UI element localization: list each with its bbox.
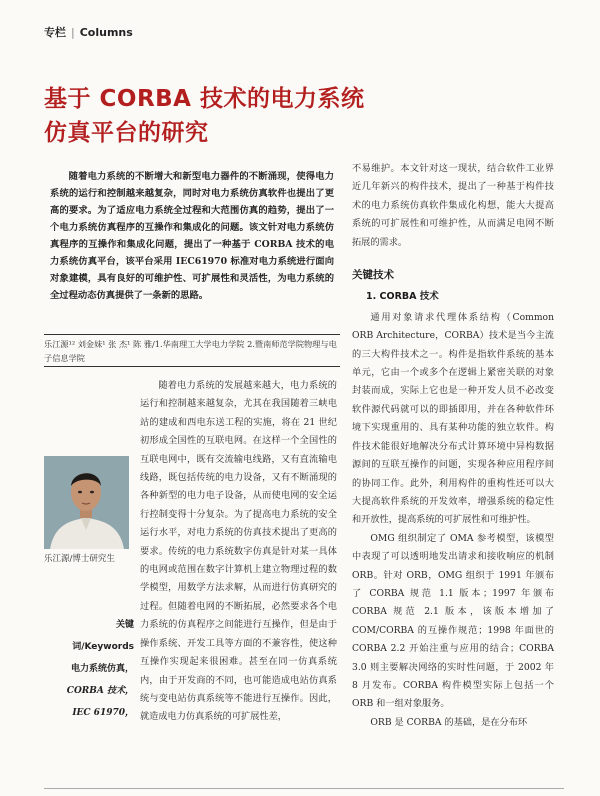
keywords-block — [58, 614, 134, 724]
body-column-middle — [140, 377, 337, 727]
section-tag — [44, 24, 133, 40]
affiliation-rule — [44, 366, 340, 367]
title-line-1: 基于 CORBA 技术的电力系统 — [44, 86, 365, 112]
body-paragraph: 随着电力系统的发展越来越大，电力系统的运行和控制越来越复杂，尤其在我国随着三峡电站的建成和西电东送工程的实施，将在 21 世纪初形成全国性的互联电网。在这样一个全国性的互联电网中，既有交流输电线路，又有直流输电线路，既包括传统的电力设备，又有不断涌现的各种新型的电力电子设备，从而使电网的安全运行控制变得十分复杂。为了提高电力系统的安全运行水平，对电力系统的仿真技术提出了更高的要求。传统的电力系统数字仿真是针对某一具体的电网或范围在数字计算机上建立物理过程的数学模型，用数学方法求解，从而进行仿真研究的过程。但随着电网的不断拓展，必然要求各个电力系统的仿真程序之间能进行互操作，但是由于操作系统、开发工具等方面的不兼容性，使这种互操作实现起来很困难。甚至在同一仿真系统内，由于开发商的不同，也可能造成电站仿真系统与变电站仿真系统等不能进行互操作。因此，就造成电力仿真系统的可扩展性差， — [140, 380, 337, 723]
body-paragraph: OMG 组织制定了 OMA 参考模型，该模型中表现了可以透明地发出请求和接收响应的机制 ORB。针对 ORB，OMG 组织于 1991 年颁布了 CORBA 规范 1.1 版本；1997 年颁布 CORBA 规范 2.1 版本，该版本增加了 COM/CORBA 的互操作规范；1998 年面世的 CORBA 2.2 开始注重与应用的结合；CORBA 3.0 则主要解决网络的实时性问题，于 2002 年 8 月发布。CORBA 构件模型实际上包括一个 ORB 和一组对象服务。 — [352, 532, 554, 710]
section-label-en: Columns — [79, 26, 133, 39]
footer-rule — [44, 788, 564, 789]
author-photo — [44, 456, 129, 549]
section-label-cn: 专栏 — [44, 26, 66, 39]
abstract — [50, 168, 334, 304]
keyword-item: 电力系统仿真， — [70, 664, 134, 674]
keyword-item: CORBA 技术， — [66, 686, 134, 696]
photo-caption: 乐江源/博士研究生 — [44, 554, 115, 564]
keyword-item: IEC 61970， — [72, 708, 134, 718]
body-paragraph: 通用对象请求代理体系结构（Common ORB Architecture，CORBA）技术是当今主流的三大构件技术之一。构件是指软件系统的基本单元，它由一个或多个在逻辑上紧密关联的对象封装而成，实际上它也是一种开发人员不必改变软件源代码就可以的即插即用，并在各种软件环境下实现重用的、具有某种功能的独立软件。构件技术能很好地解决分布式计算环境中异构数据源间的互联互操作的问题，实现各种应用程序间的协同工作。此外，利用构件的重构性还可以大大提高软件系统的开发效率，增强系统的稳定性和开放性，提高系统的可扩展性和可维护性。 — [352, 311, 554, 526]
subsection-heading: 1. CORBA 技术 — [366, 291, 439, 303]
title-line-2: 仿真平台的研究 — [44, 120, 209, 146]
abstract-text: 随着电力系统的不断增大和新型电力器件的不断涌现，使得电力系统的运行和控制越来越复杂，同时对电力系统仿真软件也提出了更高的要求。为了适应电力系统全过程和大范围仿真的趋势，提出了一个电力系统仿真程序的互操作和集成化的问题。该文针对电力系统仿真程序的互操作和集成化问题，提出了一种基于 CORBA 技术的电力系统仿真平台，该平台采用 IEC61970 标准对电力系统进行面向对象建模，具有良好的可维护性、可扩展性和灵活性，为电力系统的全过程动态仿真提供了一条新的思路。 — [50, 171, 334, 301]
body-column-right — [352, 160, 554, 732]
abstract-rule — [44, 334, 340, 335]
author-affiliation: 乐江源¹² 刘金妹¹ 张 杰¹ 陈 雅/1.华南理工大学电力学院 2.暨南师范学院物理与电子信息学院 — [44, 339, 337, 363]
article-title — [44, 82, 365, 150]
author-portrait-icon — [44, 456, 129, 549]
section-heading: 关键技术 — [352, 269, 394, 282]
body-paragraph: 不易维护。本文针对这一现状，结合软件工业界近几年新兴的构件技术，提出了一种基于构件技术的电力系统仿真软件集成化构想，能大大提高系统的可扩展性和可维护性，从而满足电网不断拓展的需求。 — [352, 163, 554, 248]
section-divider: | — [71, 26, 75, 39]
keywords-label: 关键词/Keywords — [72, 620, 134, 652]
body-paragraph: ORB 是 CORBA 的基础，是在分布环 — [370, 716, 528, 728]
